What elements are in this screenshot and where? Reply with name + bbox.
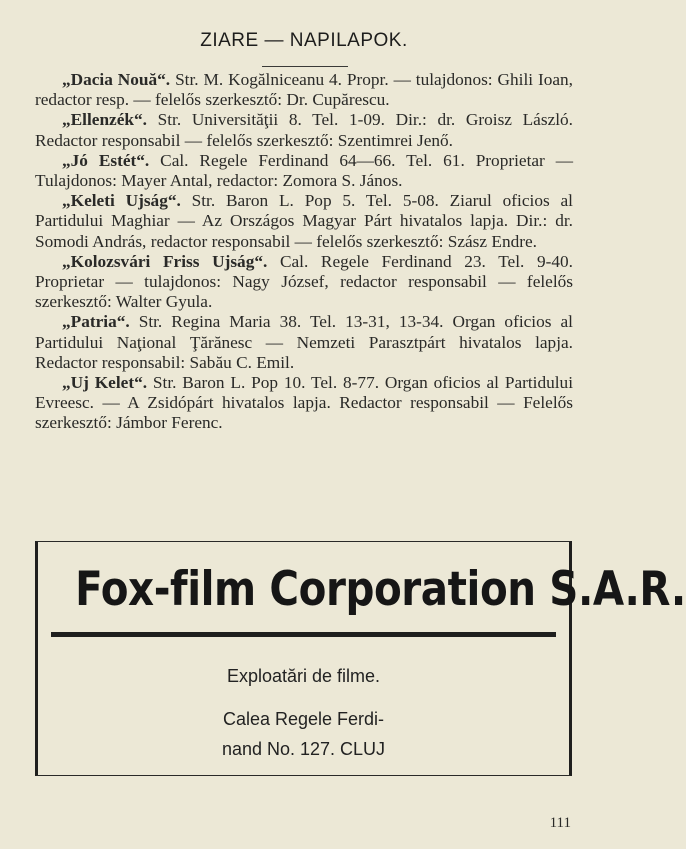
ad-divider bbox=[51, 632, 556, 637]
newspaper-details: Str. M. Kogălniceanu 4. Propr. — tulajdonos: Ghili Ioan, redactor resp. — felelős szerkesztő: Dr. Cupărescu. bbox=[35, 70, 574, 110]
section-heading: ZIARE — NAPILAPOK. bbox=[200, 30, 408, 51]
advertisement-box bbox=[35, 541, 686, 776]
list-item bbox=[35, 373, 573, 434]
page-number: 111 bbox=[549, 815, 571, 831]
newspaper-details: Str. Baron L. Pop 5. Tel. 5-08. Ziarul oficios al Partidului Maghiar — Az Országos Magyar Párt hivatalos lapja. Dir.: dr. Somodi András, redactor responsabil — felelős szerkesztő: Szász Endre. bbox=[35, 191, 573, 251]
newspaper-name: „Ellenzék“. bbox=[62, 110, 147, 130]
newspaper-details: Cal. Regele Ferdinand 23. Tel. 9-40. Proprietar — tulajdonos: Nagy József, redactor responsabil — felelős szerkesztő: Walter Gyula. bbox=[35, 251, 573, 312]
newspaper-details: Str. Baron L. Pop 10. Tel. 8-77. Organ oficios al Partidului Evreesc. — A Zsidópárt hivatalos lapja. Redactor responsabil — Felelős szerkesztő: Jámbor Ferenc. bbox=[35, 373, 574, 433]
ad-tagline: Exploatări de filme. bbox=[226, 666, 381, 686]
list-item bbox=[35, 252, 573, 313]
newspaper-name: „Kolozsvári Friss Ujság“. bbox=[62, 251, 268, 271]
ad-address-line-1: Calea Regele Ferdi- bbox=[222, 709, 385, 729]
list-item bbox=[35, 70, 573, 110]
list-item bbox=[35, 191, 573, 252]
list-item bbox=[35, 151, 573, 191]
newspaper-name: „Dacia Nouă“. bbox=[62, 70, 171, 89]
newspaper-name: „Keleti Ujság“. bbox=[62, 191, 181, 211]
list-item bbox=[35, 312, 573, 373]
newspaper-name: „Patria“. bbox=[62, 312, 130, 332]
newspaper-list bbox=[35, 70, 573, 434]
newspaper-details: Str. Regina Maria 38. Tel. 13-31, 13-34. Organ oficios al Partidului Naţional Ţărănesc — Nemzeti Parasztpárt hivatalos lapja. Redactor responsabil: Sabău C. Emil. bbox=[35, 312, 573, 372]
newspaper-details: Str. Universităţii 8. Tel. 1-09. Dir.: dr. Groisz László. Redactor responsabil — felelős szerkesztő: Szentimrei Jenő. bbox=[35, 110, 573, 150]
newspaper-details: Cal. Regele Ferdinand 64—66. Tel. 61. Proprietar — Tulajdonos: Mayer Antal, redactor: Zomora S. János. bbox=[35, 150, 574, 191]
ad-company-name: Fox-film Corporation S.A.R. bbox=[75, 562, 686, 617]
heading-underline bbox=[262, 66, 348, 67]
ad-address-line-2: nand No. 127. CLUJ bbox=[221, 739, 386, 759]
newspaper-name: „Jó Estét“. bbox=[62, 150, 150, 170]
list-item bbox=[35, 110, 573, 150]
newspaper-name: „Uj Kelet“. bbox=[62, 373, 148, 393]
